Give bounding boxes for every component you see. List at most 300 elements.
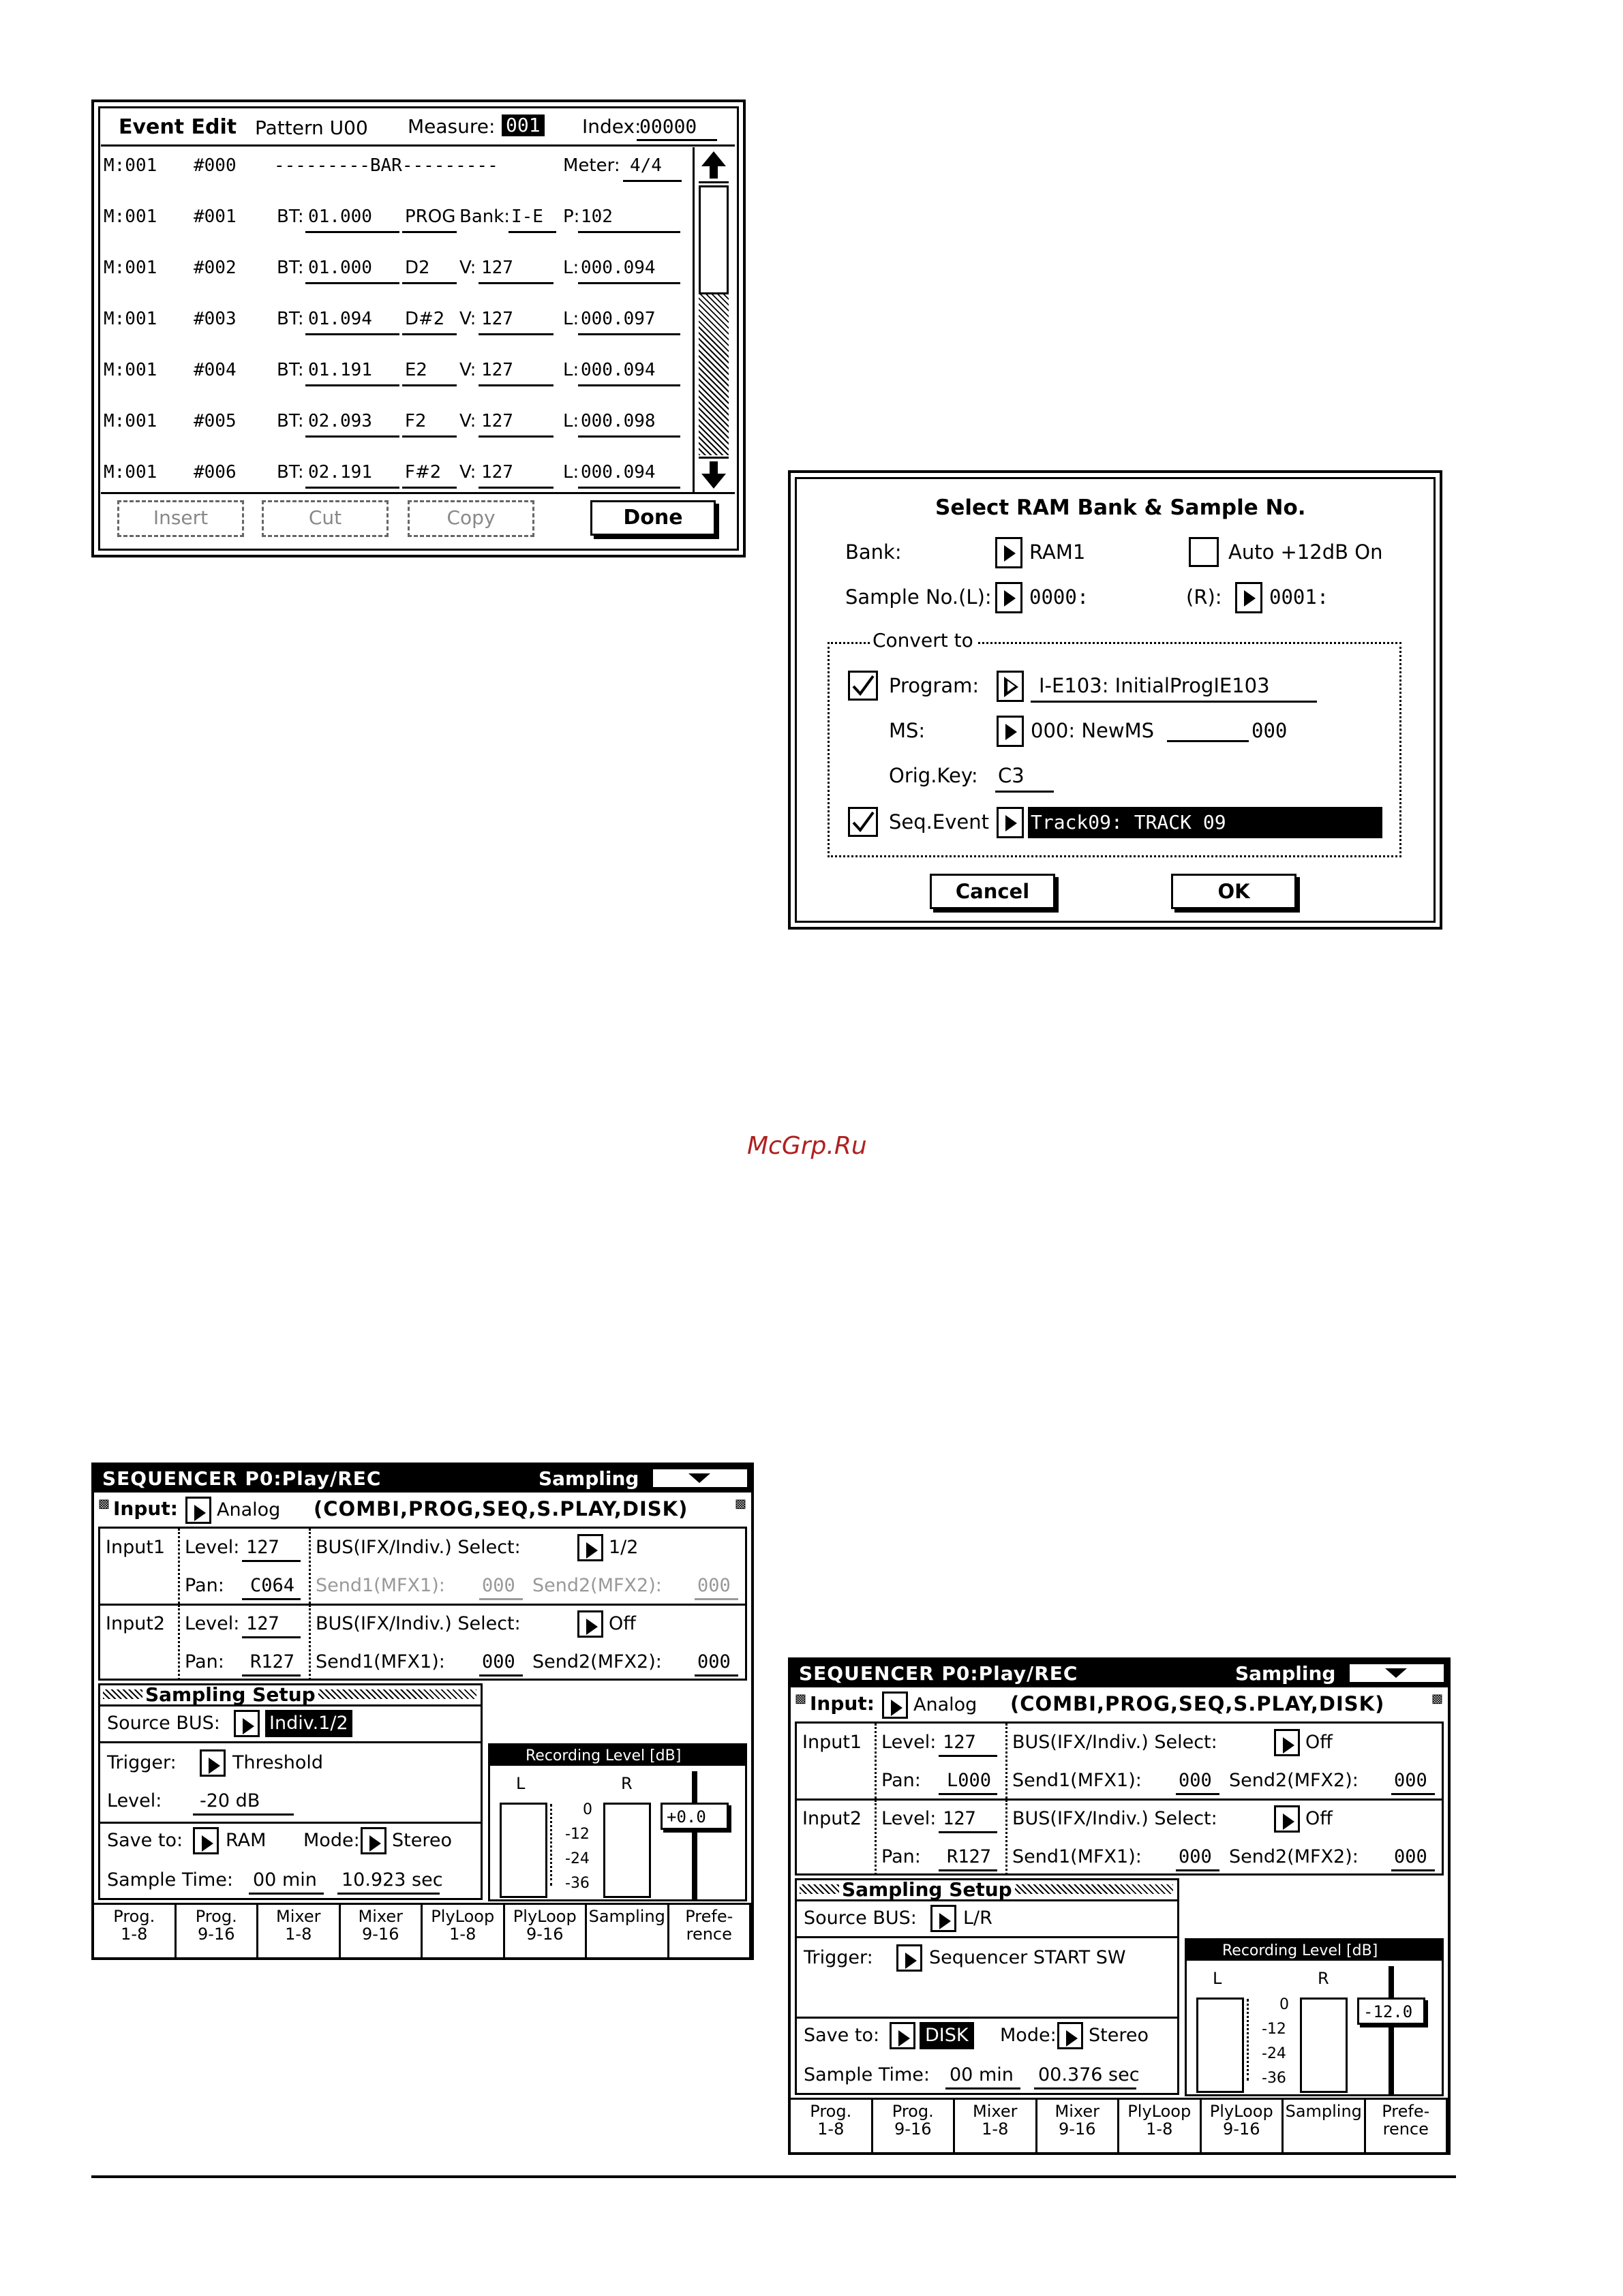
field-underline — [305, 487, 399, 489]
event-param-value[interactable]: 127 — [481, 360, 513, 380]
mode-label: Mode: — [1000, 2025, 1057, 2046]
dropdown-arrow-icon — [1385, 1668, 1407, 1678]
corner-mark-icon: ▩ — [735, 1497, 747, 1511]
bus-select-arrow-icon[interactable] — [577, 1610, 603, 1638]
sample-time-label: Sample Time: — [107, 1869, 233, 1891]
ram-bank-dialog — [788, 470, 1442, 930]
field-underline — [1176, 1793, 1219, 1795]
beat-label: BT: — [277, 462, 304, 483]
pan-value[interactable]: R127 — [947, 1846, 992, 1867]
index-field[interactable]: 00000 — [639, 115, 697, 138]
field-underline — [242, 1560, 301, 1562]
pan-value[interactable]: L000 — [947, 1770, 992, 1791]
event-edit-window — [91, 100, 746, 557]
field-underline — [402, 435, 457, 438]
page-menu-button[interactable] — [652, 1468, 748, 1488]
field-underline — [402, 384, 457, 386]
sample-l-label: Sample No.(L): — [845, 585, 992, 609]
rec-level-value: -12.0 — [1363, 2002, 1413, 2021]
beat-label: BT: — [277, 360, 304, 380]
divider — [875, 1724, 877, 1798]
event-param-value[interactable]: 127 — [481, 309, 513, 329]
event-list-scrollbar[interactable] — [693, 147, 731, 492]
beat-label: BT: — [277, 258, 304, 278]
tab-plyloop-9-16[interactable] — [1202, 2100, 1284, 2152]
source-bus-label: Source BUS: — [107, 1713, 220, 1734]
level-label: Level: — [185, 1613, 240, 1634]
event-number: #001 — [194, 206, 237, 227]
bus-select-arrow-icon[interactable] — [1274, 1729, 1300, 1756]
beat-value[interactable]: 02.093 — [308, 411, 372, 431]
event-length-label: L: — [563, 309, 579, 329]
seq-event-checkbox[interactable] — [848, 807, 878, 837]
event-length-value[interactable]: 000.094 — [581, 360, 656, 380]
pan-label: Pan: — [881, 1846, 921, 1867]
tab-label-line2: 9-16 — [362, 1925, 399, 1944]
origkey-value[interactable]: C3 — [998, 764, 1025, 787]
event-type[interactable]: D2 — [405, 258, 430, 278]
tab-label-line2: 1-8 — [982, 2119, 1009, 2139]
tab-label-line1: Sampling — [1285, 2102, 1362, 2121]
field-underline — [402, 487, 457, 489]
program-value[interactable]: I-E103: InitialProgIE103 — [1039, 674, 1270, 697]
bus-label: BUS(IFX/Indiv.) Select: — [1012, 1732, 1217, 1753]
tab-label-line2: 9-16 — [894, 2119, 932, 2139]
event-length-label: L: — [563, 360, 579, 380]
send1-value[interactable]: 000 — [1179, 1770, 1212, 1791]
level-value[interactable]: 127 — [943, 1808, 976, 1829]
tab-sampling[interactable] — [1284, 2100, 1366, 2152]
tab-label-line1: PlyLoop — [1209, 2102, 1273, 2121]
dialog-title: Select RAM Bank & Sample No. — [935, 495, 1306, 520]
sample-time-sec[interactable]: 10.923 sec — [342, 1869, 443, 1891]
pan-label: Pan: — [185, 1651, 224, 1672]
scale-tick-label: -24 — [1262, 2045, 1286, 2062]
check-icon — [850, 673, 876, 699]
beat-value[interactable]: 01.191 — [308, 360, 372, 380]
event-number: #000 — [194, 155, 237, 176]
event-measure: M:001 — [104, 462, 157, 483]
tab-plyloop-9-16[interactable] — [505, 1905, 588, 1957]
field-underline — [578, 384, 680, 386]
tab-mixer-9-16[interactable] — [341, 1905, 423, 1957]
meter-r-label: R — [621, 1774, 633, 1793]
trigger-value[interactable]: Sequencer START SW — [929, 1947, 1126, 1968]
event-param-value[interactable]: 127 — [481, 258, 513, 278]
divider — [309, 1605, 311, 1680]
rec-level-slider-track[interactable] — [692, 1771, 697, 1899]
divider — [797, 2017, 1179, 2019]
divider — [797, 1899, 1179, 1901]
input-name: Input1 — [802, 1732, 862, 1753]
bus-value[interactable]: Off — [1305, 1808, 1333, 1829]
input-name: Input2 — [106, 1613, 166, 1634]
send2-label: Send2(MFX2): — [532, 1575, 662, 1596]
mode-arrow-icon[interactable] — [361, 1827, 386, 1854]
tab-prog-1-8[interactable] — [791, 2100, 873, 2152]
send1-value[interactable]: 000 — [1179, 1846, 1212, 1867]
input-select-arrow-icon[interactable] — [185, 1497, 211, 1524]
copy-button[interactable]: Copy — [408, 500, 534, 537]
tab-label-line1: PlyLoop — [431, 1907, 495, 1926]
field-underline — [578, 333, 680, 335]
tab-label-line1: Prog. — [810, 2102, 852, 2121]
done-button[interactable]: Done — [590, 500, 716, 536]
tab-label-line1: Mixer — [973, 2102, 1018, 2121]
source-bus-label: Source BUS: — [804, 1908, 917, 1929]
source-bus-arrow-icon[interactable] — [930, 1905, 956, 1932]
event-type[interactable]: F2 — [405, 411, 427, 431]
field-underline — [939, 1755, 997, 1757]
tab-mixer-1-8[interactable] — [258, 1905, 341, 1957]
bus-value[interactable]: Off — [609, 1613, 636, 1634]
trigger-label: Trigger: — [804, 1947, 873, 1968]
event-number: #005 — [194, 411, 237, 431]
beat-value[interactable]: 01.000 — [308, 258, 372, 278]
send2-value[interactable]: 000 — [1394, 1770, 1427, 1791]
title-bar — [791, 1660, 1448, 1687]
scale-tick-label: -12 — [565, 1826, 590, 1843]
scale-tick-label: -36 — [565, 1875, 590, 1892]
mode-value[interactable]: Stereo — [1089, 2025, 1149, 2046]
sampling-setup-panel — [795, 1878, 1179, 2095]
page-menu-button[interactable] — [1348, 1663, 1445, 1683]
tab-label-line2: 1-8 — [817, 2119, 845, 2139]
seq-event-arrow-icon[interactable] — [997, 807, 1024, 838]
mode-title: SEQUENCER P0:Play/REC — [102, 1467, 382, 1490]
cancel-button[interactable]: Cancel — [930, 874, 1055, 909]
sampling-setup-panel — [98, 1683, 483, 1900]
tab-prog-9-16[interactable] — [177, 1905, 259, 1957]
scale-tick-label: -12 — [1262, 2021, 1286, 2038]
tab-label-line1: PlyLoop — [1127, 2102, 1192, 2121]
tab-plyloop-1-8[interactable] — [423, 1905, 505, 1957]
corner-mark-icon: ▩ — [795, 1692, 807, 1706]
measure-field[interactable]: 001 — [502, 114, 545, 136]
bus-label: BUS(IFX/Indiv.) Select: — [316, 1613, 521, 1634]
bus-label: BUS(IFX/Indiv.) Select: — [1012, 1808, 1217, 1829]
divider — [100, 1704, 482, 1706]
field-underline — [578, 487, 680, 489]
divider — [875, 1800, 877, 1875]
sample-time-min[interactable]: 00 min — [950, 2064, 1014, 2085]
field-underline — [578, 231, 680, 233]
meter-r-bar — [1300, 1997, 1348, 2093]
send1-value[interactable]: 000 — [482, 1651, 515, 1672]
beat-value[interactable]: 02.191 — [308, 462, 372, 483]
field-underline — [939, 1793, 997, 1795]
event-length-value[interactable]: 000.098 — [581, 411, 656, 431]
dropdown-arrow-icon — [688, 1473, 710, 1483]
setup-title: Sampling Setup — [839, 1880, 1015, 1899]
scale-tick-label: 0 — [583, 1801, 592, 1818]
input-value[interactable]: Analog — [913, 1694, 977, 1715]
program-select-arrow-icon[interactable] — [997, 671, 1024, 702]
level-value[interactable]: 127 — [246, 1537, 279, 1558]
threshold-level-label: Level: — [107, 1790, 162, 1811]
seq-event-value[interactable]: Track09: TRACK 09 — [1028, 807, 1382, 838]
tab-label-line2: rence — [1382, 2119, 1429, 2139]
field-underline — [402, 333, 457, 335]
tab-label-line2: 9-16 — [1223, 2119, 1260, 2139]
tab-label-line1: Prog. — [113, 1907, 155, 1926]
save-to-value[interactable]: RAM — [226, 1830, 267, 1851]
event-param-label: V: — [459, 360, 476, 380]
save-to-arrow-icon[interactable] — [193, 1827, 219, 1854]
bus-select-arrow-icon[interactable] — [577, 1534, 603, 1561]
event-length-value[interactable]: 000.094 — [581, 462, 656, 483]
scale-tick-label: -24 — [565, 1850, 590, 1867]
tab-label-line1: Sampling — [588, 1907, 665, 1926]
send1-label: Send1(MFX1): — [316, 1575, 445, 1596]
field-underline — [402, 231, 457, 233]
measure-label: Measure: — [408, 115, 496, 138]
bank-label: Bank: — [845, 540, 902, 564]
rec-level-slider-track[interactable] — [1389, 1966, 1394, 2094]
bus-select-arrow-icon[interactable] — [1274, 1805, 1300, 1833]
trigger-label: Trigger: — [107, 1752, 177, 1773]
page-name: Sampling — [539, 1467, 639, 1490]
field-underline — [305, 333, 399, 335]
divider — [797, 1798, 1442, 1801]
ms-label: MS: — [889, 719, 926, 742]
tab-label-line1: Prefe- — [1382, 2102, 1430, 2121]
meter-value[interactable]: 4/4 — [630, 155, 662, 176]
scale-tick-label: -36 — [1262, 2070, 1286, 2087]
sample-l-value[interactable]: 0000: — [1029, 585, 1089, 609]
meter-label: Meter: — [563, 155, 620, 176]
event-length-label: L: — [563, 258, 579, 278]
bus-value[interactable]: Off — [1305, 1732, 1333, 1753]
trigger-value[interactable]: Threshold — [232, 1752, 324, 1773]
recording-level-panel — [1185, 1938, 1444, 2096]
field-underline — [1034, 2087, 1136, 2090]
mode-label: Mode: — [303, 1830, 360, 1851]
beat-label: BT: — [277, 206, 304, 227]
field-underline — [479, 282, 553, 284]
sample-time-sec[interactable]: 00.376 sec — [1038, 2064, 1140, 2085]
field-underline — [479, 333, 553, 335]
rec-level-slider-knob[interactable] — [1357, 1997, 1425, 2025]
trigger-arrow-icon[interactable] — [200, 1749, 226, 1777]
ms-number: 000 — [1252, 719, 1288, 742]
event-length-label: L: — [563, 411, 579, 431]
divider — [1005, 1724, 1007, 1798]
index-label: Index: — [582, 115, 641, 138]
tab-label-line2: 9-16 — [526, 1925, 564, 1944]
tab-label-line2: 1-8 — [121, 1925, 148, 1944]
field-underline — [305, 282, 399, 284]
event-length-value[interactable]: 000.094 — [581, 258, 656, 278]
event-measure: M:001 — [104, 309, 157, 329]
page-name: Sampling — [1235, 1662, 1336, 1685]
field-underline — [945, 2087, 1020, 2090]
sample-time-min[interactable]: 00 min — [253, 1869, 317, 1891]
beat-value[interactable]: 01.000 — [308, 206, 372, 227]
seq-event-label: Seq.Event — [889, 810, 989, 833]
sample-l-arrow-icon[interactable] — [995, 582, 1022, 613]
tab-prog-9-16[interactable] — [873, 2100, 956, 2152]
tab-label-line1: PlyLoop — [513, 1907, 577, 1926]
ms-select-arrow-icon[interactable] — [997, 716, 1024, 747]
page-tabs — [791, 2098, 1448, 2152]
recording-level-header — [1187, 1940, 1442, 1961]
scroll-thumb[interactable] — [699, 185, 729, 294]
event-param-label: V: — [459, 309, 476, 329]
field-underline — [509, 231, 556, 233]
cut-button[interactable]: Cut — [262, 500, 389, 537]
field-underline — [402, 282, 457, 284]
input-label: Input: — [810, 1692, 875, 1715]
pan-label: Pan: — [881, 1770, 921, 1791]
pan-value[interactable]: R127 — [250, 1651, 295, 1672]
ms-value[interactable]: 000: NewMS — [1031, 719, 1155, 742]
input-name: Input1 — [106, 1537, 166, 1558]
source-bus-value[interactable]: Indiv.1/2 — [265, 1710, 352, 1737]
input-value[interactable]: Analog — [217, 1499, 281, 1520]
send2-value[interactable]: 000 — [697, 1575, 731, 1596]
event-length-label: P: — [563, 206, 580, 227]
event-type[interactable]: D#2 — [405, 309, 445, 329]
event-number: #006 — [194, 462, 237, 483]
meter-l-bar — [1196, 1997, 1244, 2093]
scale-line — [550, 1804, 552, 1886]
event-param-value[interactable]: 127 — [481, 462, 513, 483]
event-param-value[interactable]: I-E — [511, 206, 543, 227]
event-measure: M:001 — [104, 155, 157, 176]
input-frame — [98, 1527, 747, 1681]
bank-select-arrow-icon[interactable] — [995, 537, 1022, 568]
event-measure: M:001 — [104, 258, 157, 278]
origkey-label: Orig.Key: — [889, 764, 978, 787]
sample-time-label: Sample Time: — [804, 2064, 930, 2085]
ok-button[interactable]: OK — [1171, 874, 1296, 909]
field-underline — [939, 1869, 997, 1871]
recording-level-header — [490, 1745, 745, 1766]
tab-label-line2: rence — [686, 1925, 732, 1944]
save-to-value[interactable]: DISK — [920, 2022, 974, 2049]
field-underline — [1391, 1869, 1435, 1871]
title-bar — [94, 1465, 751, 1493]
corner-mark-icon: ▩ — [98, 1497, 110, 1511]
source-bus-arrow-icon[interactable] — [234, 1710, 260, 1737]
divider — [1005, 1800, 1007, 1875]
source-bus-value[interactable]: L/R — [963, 1908, 992, 1929]
page-tabs — [94, 1903, 751, 1957]
event-param-label: Bank: — [459, 206, 511, 227]
level-value[interactable]: 127 — [246, 1613, 279, 1634]
event-type[interactable]: E2 — [405, 360, 427, 380]
event-type[interactable]: F#2 — [405, 462, 442, 483]
tab-label-line1: Mixer — [1055, 2102, 1099, 2121]
meter-l-label: L — [516, 1774, 526, 1793]
event-param-value[interactable]: 127 — [481, 411, 513, 431]
field-underline — [1176, 1869, 1219, 1871]
auto-12db-checkbox[interactable] — [1189, 537, 1219, 567]
send1-label: Send1(MFX1): — [1012, 1846, 1142, 1867]
insert-button[interactable]: Insert — [117, 500, 244, 537]
event-number: #002 — [194, 258, 237, 278]
watermark: McGrp.Ru — [747, 1132, 867, 1160]
event-type[interactable]: PROG — [405, 206, 456, 227]
event-length-value[interactable]: 102 — [581, 206, 613, 227]
divider — [309, 1529, 311, 1604]
tab-label-line1: Prog. — [195, 1907, 237, 1926]
tab-label-line2: 1-8 — [285, 1925, 312, 1944]
send2-value[interactable]: 000 — [697, 1651, 731, 1672]
scroll-up-arrow-icon[interactable] — [699, 150, 729, 183]
field-underline — [939, 1831, 997, 1833]
field-underline — [305, 435, 399, 438]
send2-label: Send2(MFX2): — [1229, 1846, 1359, 1867]
corner-mark-icon: ▩ — [1431, 1692, 1444, 1706]
tab-plyloop-1-8[interactable] — [1119, 2100, 1202, 2152]
tab-sampling[interactable] — [587, 1905, 669, 1957]
tab-prefe-rence[interactable] — [1366, 2100, 1448, 2152]
bus-value[interactable]: 1/2 — [609, 1537, 639, 1558]
field-underline — [695, 1598, 738, 1600]
send2-value[interactable]: 000 — [1394, 1846, 1427, 1867]
tab-mixer-1-8[interactable] — [955, 2100, 1037, 2152]
trigger-arrow-icon[interactable] — [896, 1944, 922, 1972]
event-length-label: L: — [563, 462, 579, 483]
pan-value[interactable]: C064 — [250, 1575, 295, 1596]
tab-mixer-9-16[interactable] — [1037, 2100, 1120, 2152]
tab-prog-1-8[interactable] — [94, 1905, 177, 1957]
threshold-level-value[interactable]: -20 dB — [200, 1790, 260, 1811]
tab-label-line1: Prefe- — [685, 1907, 733, 1926]
level-label: Level: — [185, 1537, 240, 1558]
rec-level-value: +0.0 — [667, 1807, 706, 1826]
field-underline — [249, 1893, 324, 1895]
meter-r-label: R — [1318, 1969, 1329, 1988]
field-underline — [242, 1674, 301, 1677]
send1-value[interactable]: 000 — [482, 1575, 515, 1596]
bank-value[interactable]: RAM1 — [1029, 540, 1086, 564]
event-measure: M:001 — [104, 411, 157, 431]
program-checkbox[interactable] — [848, 671, 878, 701]
save-to-arrow-icon[interactable] — [890, 2022, 915, 2049]
sample-r-arrow-icon[interactable] — [1235, 582, 1262, 613]
input-modes: (COMBI,PROG,SEQ,S.PLAY,DISK) — [314, 1497, 688, 1520]
sample-r-value[interactable]: 0001: — [1269, 585, 1329, 609]
tab-prefe-rence[interactable] — [669, 1905, 752, 1957]
rec-level-slider-knob[interactable] — [661, 1803, 729, 1830]
mode-arrow-icon[interactable] — [1057, 2022, 1083, 2049]
beat-value[interactable]: 01.094 — [308, 309, 372, 329]
field-underline — [578, 282, 680, 284]
field-underline — [337, 1893, 440, 1895]
event-edit-title: Event Edit — [119, 115, 237, 139]
sequencer-sampling-screen-1 — [91, 1463, 754, 1960]
pattern-label: Pattern U00 — [255, 117, 368, 139]
recording-level-title: Recording Level [dB] — [1222, 1942, 1378, 1959]
input-select-arrow-icon[interactable] — [882, 1692, 908, 1719]
field-underline — [479, 384, 553, 386]
event-param-label: V: — [459, 411, 476, 431]
field-underline — [479, 1598, 523, 1600]
sequencer-sampling-screen-2 — [788, 1657, 1451, 2155]
tab-label-line2: 1-8 — [449, 1925, 476, 1944]
divider — [100, 1741, 482, 1743]
divider — [178, 1529, 180, 1604]
meter-r-bar — [603, 1803, 651, 1898]
level-value[interactable]: 127 — [943, 1732, 976, 1753]
divider — [100, 1822, 482, 1824]
event-length-value[interactable]: 000.097 — [581, 309, 656, 329]
mode-value[interactable]: Stereo — [392, 1830, 452, 1851]
scroll-down-arrow-icon[interactable] — [699, 457, 729, 490]
